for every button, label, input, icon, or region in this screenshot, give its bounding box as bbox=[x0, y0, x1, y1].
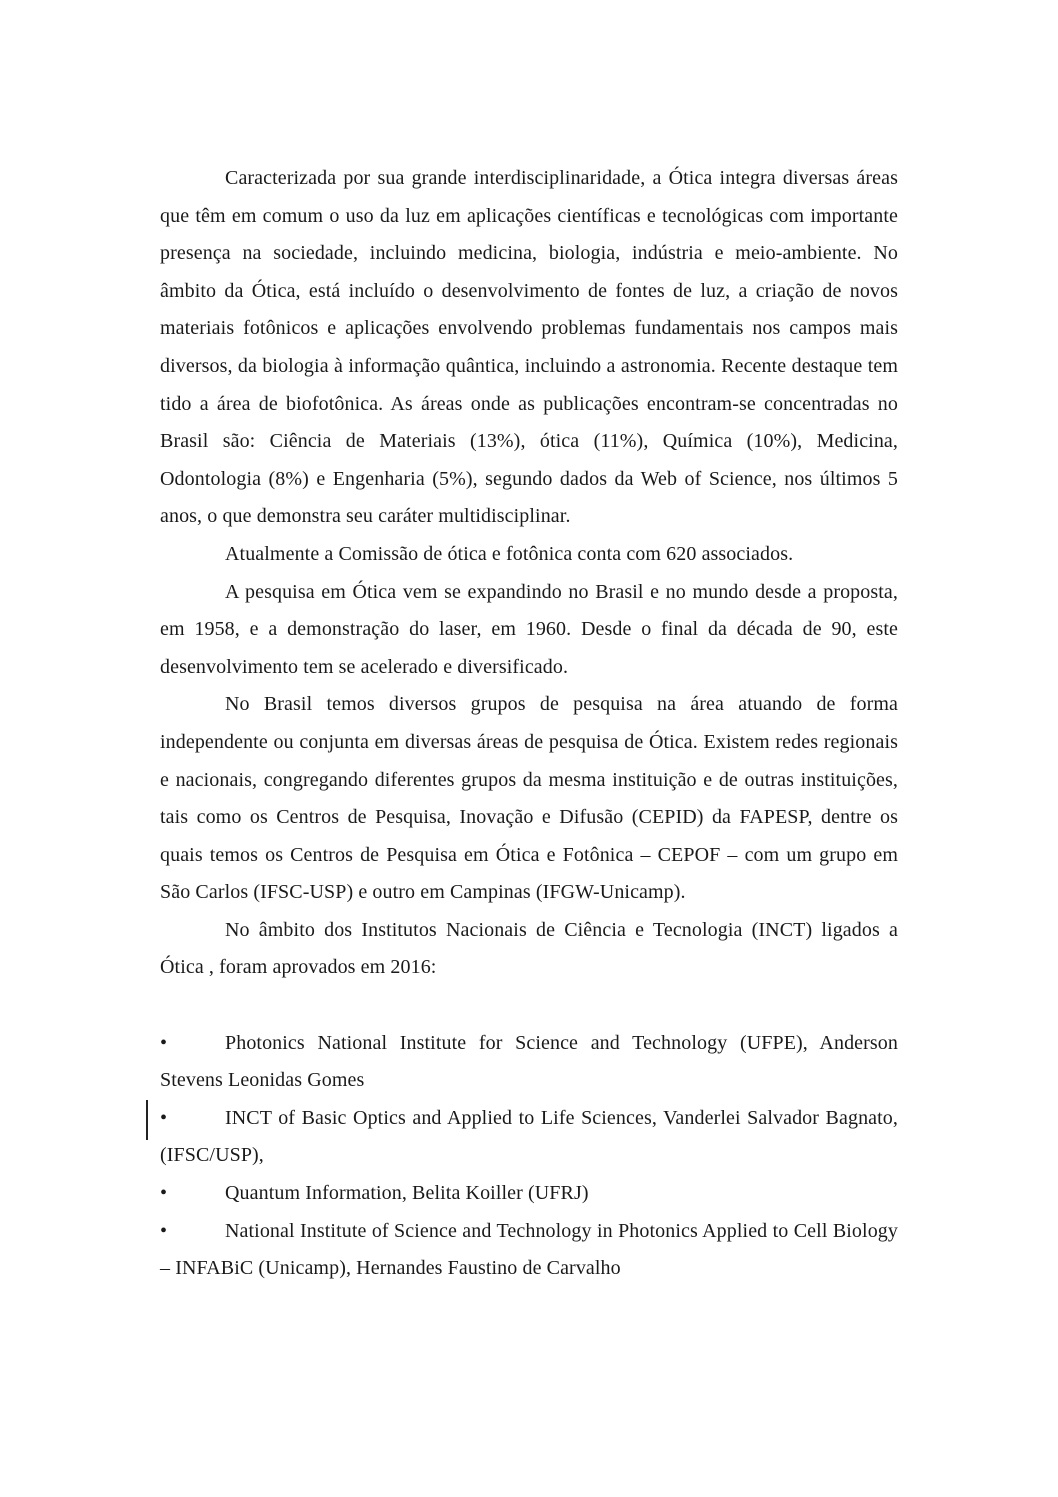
bullet-icon: • bbox=[160, 1182, 168, 1205]
paragraph-brazil-research-groups: No Brasil temos diversos grupos de pesquisa na área atuando de forma independente ou conjunta em diversas áreas de pesquisa de Ótica. Existem redes regionais e nacionais, congregando diferentes grupos da mesma instituição e de outras instituições, tais como os Centros de Pesquisa, Inovação e Difusão (CEPID) da FAPESP, dentre os quais temos os Centros de Pesquisa em Ótica e Fotônica – CEPOF – com um grupo em São Carlos (IFSC-USP) e outro em Campinas (IFGW-Unicamp). bbox=[160, 693, 898, 904]
list-item bbox=[160, 1025, 898, 1100]
bullet-icon: • bbox=[160, 1106, 168, 1129]
blank-line bbox=[160, 987, 898, 1025]
inct-list bbox=[160, 1025, 898, 1288]
list-item-text: INCT of Basic Optics and Applied to Life Sciences, Vanderlei Salvador Bagnato, (IFSC/USP), bbox=[160, 1106, 898, 1167]
bullet-icon: • bbox=[160, 1031, 168, 1054]
document-page bbox=[160, 160, 898, 1288]
list-item-text: Quantum Information, Belita Koiller (UFRJ) bbox=[225, 1182, 589, 1205]
list-item bbox=[160, 1175, 898, 1213]
revision-change-bar bbox=[146, 1100, 148, 1140]
paragraph-research-expansion: A pesquisa em Ótica vem se expandindo no Brasil e no mundo desde a proposta, em 1958, e a demonstração do laser, em 1960. Desde o final da década de 90, este desenvolvimento tem se acelerado e diversificado. bbox=[160, 580, 898, 678]
paragraph-inct-intro: No âmbito dos Institutos Nacionais de Ciência e Tecnologia (INCT) ligados a Ótica , foram aprovados em 2016: bbox=[160, 918, 898, 979]
paragraph-commission-members: Atualmente a Comissão de ótica e fotônica conta com 620 associados. bbox=[225, 542, 794, 565]
list-item bbox=[160, 1213, 898, 1288]
paragraph-optics-interdisciplinarity: Caracterizada por sua grande interdisciplinaridade, a Ótica integra diversas áreas que têm em comum o uso da luz em aplicações científicas e tecnológicas com importante presença na sociedade, incluindo medicina, biologia, indústria e meio-ambiente. No âmbito da Ótica, está incluído o desenvolvimento de fontes de luz, a criação de novos materiais fotônicos e aplicações envolvendo problemas fundamentais nos campos mais diversos, da biologia à informação quântica, incluindo a astronomia. Recente destaque tem tido a área de biofotônica. As áreas onde as publicações encontram-se concentradas no Brasil são: Ciência de Materiais (13%), ótica (11%), Química (10%), Medicina, Odontologia (8%) e Engenharia (5%), segundo dados da Web of Science, nos últimos 5 anos, o que demonstra seu caráter multidisciplinar. bbox=[160, 167, 898, 528]
list-item bbox=[160, 1100, 898, 1175]
list-item-text: Photonics National Institute for Science and Technology (UFPE), Anderson Stevens Leonidas Gomes bbox=[160, 1031, 898, 1092]
bullet-icon: • bbox=[160, 1219, 168, 1242]
list-item-text: National Institute of Science and Technology in Photonics Applied to Cell Biology – INFABiC (Unicamp), Hernandes Faustino de Carvalho bbox=[160, 1219, 898, 1280]
